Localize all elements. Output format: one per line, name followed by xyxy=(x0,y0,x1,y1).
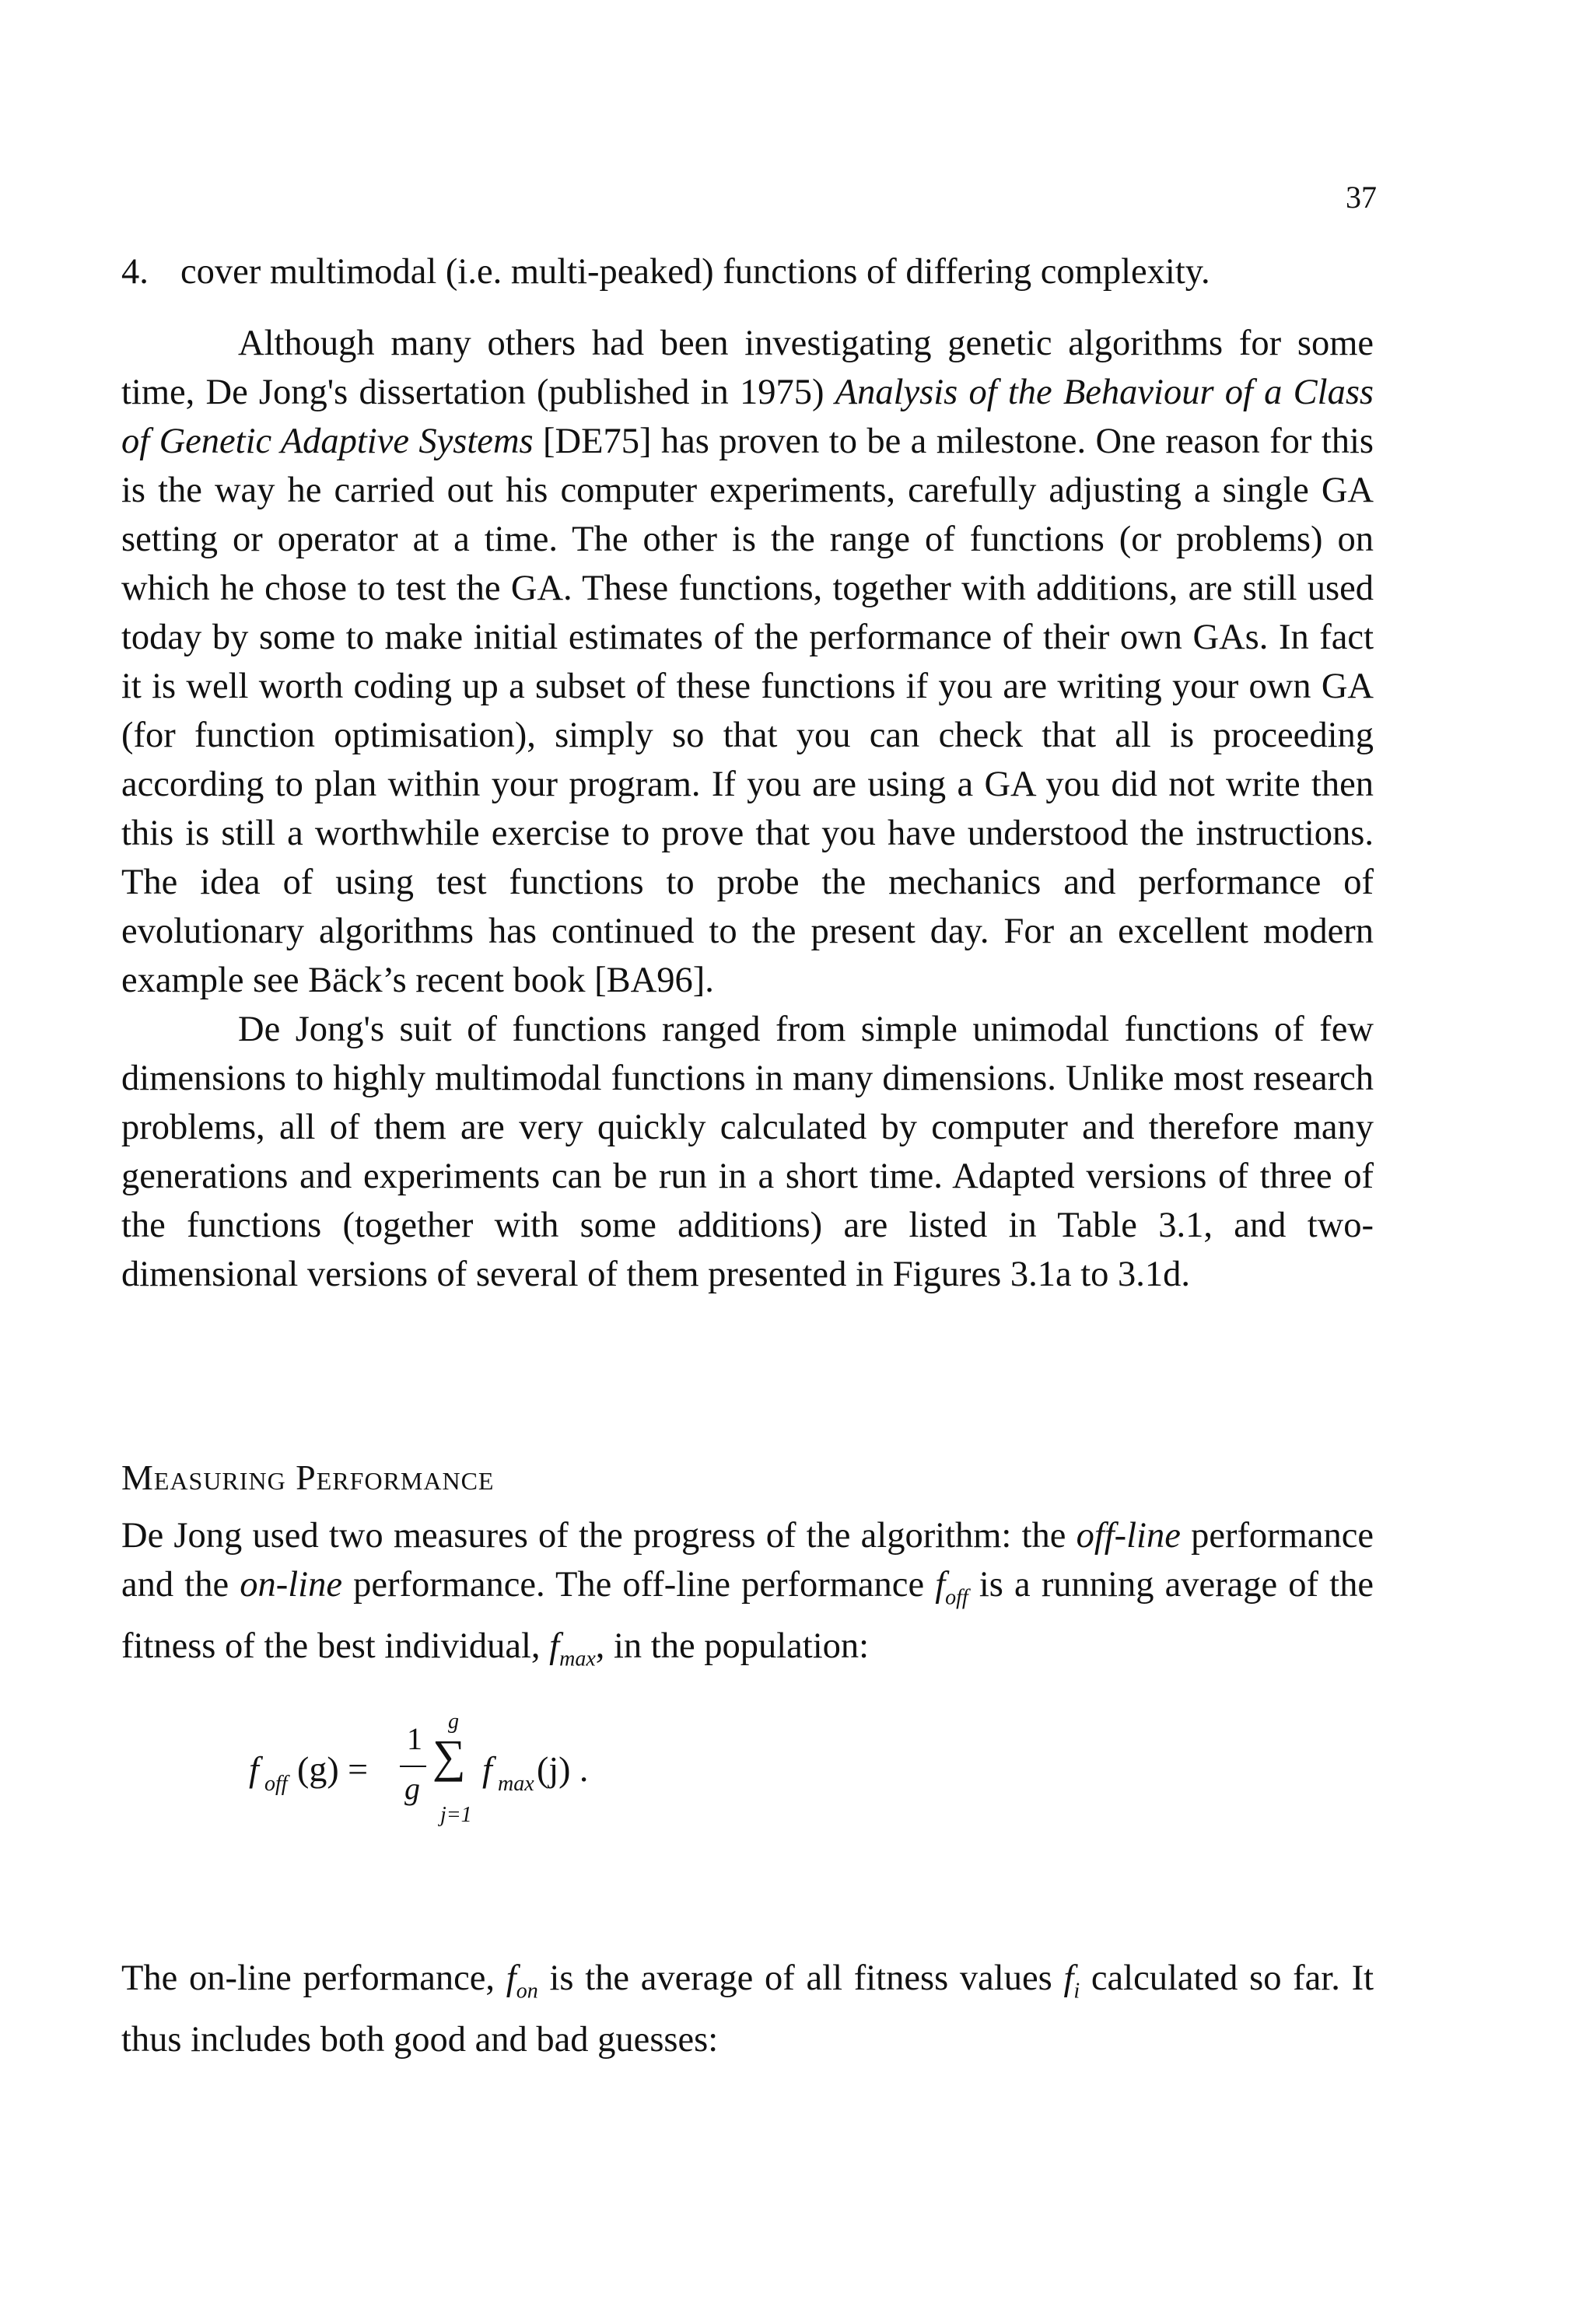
list-item xyxy=(121,247,1210,296)
body-text xyxy=(121,319,1374,1299)
paragraph-online-performance: The on-line performance, $f_{on}$ is the average of all fitness values $f_i$ calculated so far. It thus includes both good and bad guesses: xyxy=(121,1958,1374,2060)
list-item-number: 4. xyxy=(121,252,149,292)
performance-text xyxy=(121,1511,1374,1684)
page-number: 37 xyxy=(1346,180,1377,215)
paragraph-offline-performance: De Jong used two measures of the progress of the algorithm: the off-line performance and the on-line performance. The off-line performance $f_{off}$ is a running average of the fitness of the best individual, $f_{max}$, in the population: xyxy=(121,1516,1374,1671)
dissertation-title: Analysis of the Behaviour of a Class of Genetic Adaptive Systems xyxy=(121,373,1374,461)
list-item-text: cover multimodal (i.e. multi-peaked) functions of differing complexity. xyxy=(180,252,1210,292)
summation-icon: ∑ xyxy=(432,1731,466,1782)
fraction-bar xyxy=(400,1766,426,1767)
offline-performance-formula: f off (g) = 1 g ∑ g j=1 f max (j) . xyxy=(249,1710,589,1827)
section-heading: Measuring Performance xyxy=(121,1458,495,1497)
paragraph-dejong-dissertation: Although many others had been investigating genetic algorithms for some time, De Jong's dissertation (published in 1975) Analysis of the Behaviour of a Class of Genetic Adaptive Systems [DE75] has proven to be a milestone. One reason for this is the way he carried out his computer experiments, carefully adjusting a single GA setting or operator at a time. The other is the range of functions (or problems) on which he chose to test the GA. These functions, together with additions, are still used today by some to make initial estimates of the performance of their own GAs. In fact it is well worth coding up a subset of these functions if you are writing your own GA (for function optimisation), simply so that you can check that all is proceeding according to plan within your program. If you are using a GA you did not write then this is still a worthwhile exercise to prove that you have understood the instructions. The idea of using test functions to probe the mechanics and performance of evolutionary algorithms has continued to the present day. For an excellent modern example see Bäck’s recent book [BA96]. xyxy=(121,324,1374,1000)
paragraph-test-functions: De Jong's suit of functions ranged from simple unimodal functions of few dimensions to highly multimodal functions in many dimensions. Unlike most research problems, all of them are very quickly calculated by computer and therefore many generations and experiments can be run in a short time. Adapted versions of three of the functions (together with some additions) are listed in Table 3.1, and two-dimensional versions of several of them presented in Figures 3.1a to 3.1d. xyxy=(121,1010,1374,1294)
